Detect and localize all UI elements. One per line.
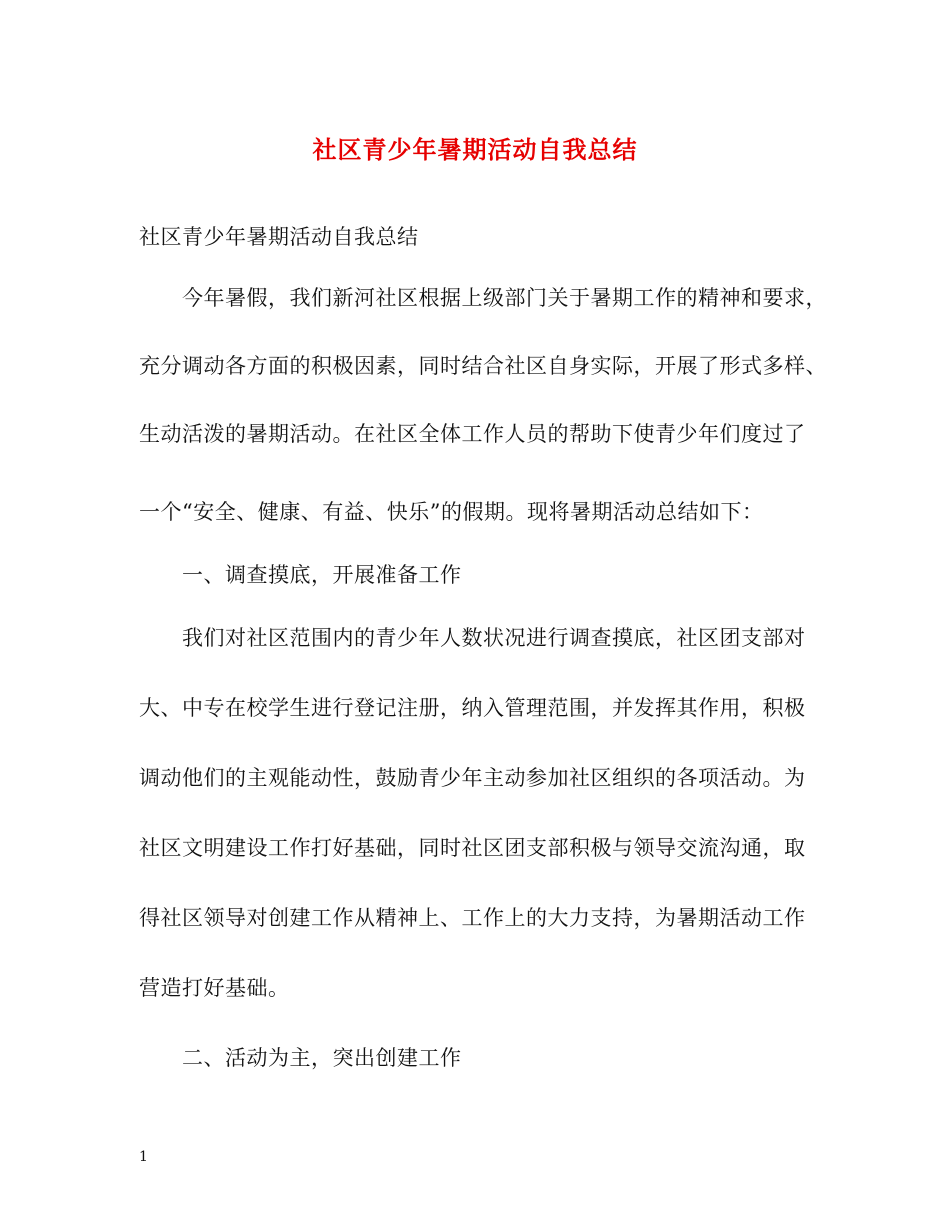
document-subtitle: 社区青少年暑期活动自我总结 [139, 225, 419, 249]
paragraph-line: 今年暑假，我们新河社区根据上级部门关于暑期工作的精神和要求， [182, 286, 827, 310]
paragraph-line: 调动他们的主观能动性，鼓励青少年主动参加社区组织的各项活动。为 [139, 766, 806, 790]
document-title: 社区青少年暑期活动自我总结 [312, 135, 638, 164]
paragraph-line: 充分调动各方面的积极因素，同时结合社区自身实际，开展了形式多样、 [139, 354, 827, 378]
paragraph-line: 生动活泼的暑期活动。在社区全体工作人员的帮助下使青少年们度过了 [139, 422, 806, 446]
paragraph-line: 营造打好基础。 [139, 976, 290, 1000]
paragraph-line: 大、中专在校学生进行登记注册，纳入管理范围，并发挥其作用，积极 [139, 696, 806, 720]
section-heading: 二、活动为主，突出创建工作 [182, 1046, 462, 1070]
page-number: 1 [139, 1149, 148, 1165]
paragraph-line: 社区文明建设工作打好基础，同时社区团支部积极与领导交流沟通，取 [139, 836, 806, 860]
paragraph-line: 得社区领导对创建工作从精神上、工作上的大力支持，为暑期活动工作 [139, 906, 806, 930]
paragraph-line: 我们对社区范围内的青少年人数状况进行调查摸底，社区团支部对 [182, 626, 806, 650]
paragraph-line: 一个“安全、健康、有益、快乐”的假期。现将暑期活动总结如下： [139, 500, 764, 524]
section-heading: 一、调查摸底，开展准备工作 [182, 563, 462, 587]
